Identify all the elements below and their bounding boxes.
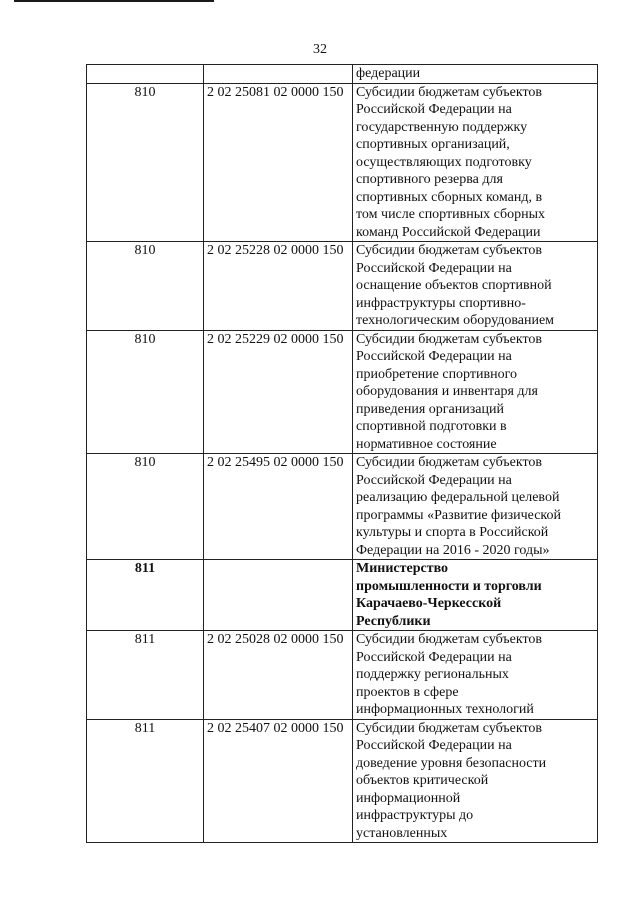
page-number: 32 <box>313 42 327 57</box>
budget-code-cell: 2 02 25229 02 0000 150 <box>204 330 353 454</box>
budget-code-cell: 2 02 25228 02 0000 150 <box>204 242 353 331</box>
budget-table <box>86 64 598 843</box>
income-name-line: Субсидии бюджетам субъектов <box>356 632 543 647</box>
scan-edge-line <box>14 0 214 2</box>
income-name-line: Республики <box>356 613 431 629</box>
income-name-line: Российской Федерации на <box>356 649 512 665</box>
income-name-line: осуществляющих подготовку <box>356 154 532 170</box>
income-name-line: спортивной подготовки в <box>356 419 507 434</box>
income-name-line: команд Российской Федерации <box>356 224 541 240</box>
income-name-line: Российской Федерации на <box>356 260 512 276</box>
income-name-line: установленных <box>356 825 448 841</box>
income-name-line: доведение уровня безопасности <box>356 755 547 771</box>
admin-code-cell: 810 <box>87 242 204 331</box>
table-row <box>87 454 598 560</box>
income-name-line: спортивных организаций, <box>356 137 510 152</box>
income-name-cell <box>353 83 598 242</box>
budget-code-cell: 2 02 25081 02 0000 150 <box>204 83 353 242</box>
income-name-line: программы «Развитие физической <box>356 507 562 523</box>
income-name-line: спортивного резерва для <box>356 172 503 187</box>
table-row <box>87 719 598 843</box>
income-name-line: Субсидии бюджетам субъектов <box>356 84 543 100</box>
income-name-line: оснащение объектов спортивной <box>356 278 552 293</box>
income-name-cell <box>353 560 598 631</box>
income-name-cell <box>353 65 598 84</box>
income-name-line: культуры и спорта в Российской <box>356 525 549 540</box>
income-name-line: Российской Федерации на <box>356 472 512 488</box>
income-name-line: промышленности и торговли <box>356 578 542 594</box>
income-name-line: информационных технологий <box>356 702 534 717</box>
income-name-cell <box>353 719 598 843</box>
table-row <box>87 330 598 454</box>
table-row <box>87 560 598 631</box>
income-name-line: Карачаево-Черкесской <box>356 596 502 611</box>
admin-code-cell: 810 <box>87 83 204 242</box>
budget-code-cell: 2 02 25407 02 0000 150 <box>204 719 353 843</box>
budget-code-cell: 2 02 25495 02 0000 150 <box>204 454 353 560</box>
income-name-cell <box>353 242 598 331</box>
income-name-line: спортивных сборных команд, в <box>356 189 543 205</box>
income-name-line: приобретение спортивного <box>356 366 517 382</box>
income-name-line: Субсидии бюджетам субъектов <box>356 455 543 470</box>
income-name-line: инфраструктуры до <box>356 808 474 823</box>
income-name-line: Министерство <box>356 561 449 576</box>
income-name-line: федерации <box>356 66 421 81</box>
income-name-line: приведения организаций <box>356 401 504 417</box>
table-row <box>87 65 598 84</box>
income-name-line: инфраструктуры спортивно- <box>356 295 526 311</box>
admin-code-cell: 811 <box>87 631 204 720</box>
income-name-line: государственную поддержку <box>356 119 528 135</box>
income-name-cell <box>353 454 598 560</box>
admin-code-cell: 811 <box>87 560 204 631</box>
income-name-line: поддержку региональных <box>356 667 509 682</box>
admin-code-cell: 810 <box>87 330 204 454</box>
income-name-line: проектов в сфере <box>356 684 459 700</box>
income-name-cell <box>353 631 598 720</box>
budget-code-cell: 2 02 25028 02 0000 150 <box>204 631 353 720</box>
table-row <box>87 242 598 331</box>
income-name-line: Федерации на 2016 - 2020 годы» <box>356 542 550 558</box>
budget-code-cell <box>204 65 353 84</box>
table-row <box>87 83 598 242</box>
income-name-line: том числе спортивных сборных <box>356 207 546 222</box>
budget-code-cell <box>204 560 353 631</box>
income-name-line: информационной <box>356 790 461 806</box>
income-name-line: Российской Федерации на <box>356 349 512 364</box>
admin-code-cell <box>87 65 204 84</box>
income-name-line: Российской Федерации на <box>356 738 512 753</box>
income-name-line: Российской Федерации на <box>356 102 512 117</box>
income-name-line: реализацию федеральной целевой <box>356 490 560 505</box>
admin-code-cell: 810 <box>87 454 204 560</box>
income-name-line: Субсидии бюджетам субъектов <box>356 243 543 258</box>
income-name-line: Субсидии бюджетам субъектов <box>356 720 543 736</box>
admin-code-cell: 811 <box>87 719 204 843</box>
income-name-line: технологическим оборудованием <box>356 313 555 328</box>
table-row <box>87 631 598 720</box>
income-name-line: оборудования и инвентаря для <box>356 384 538 399</box>
income-name-cell <box>353 330 598 454</box>
income-name-line: Субсидии бюджетам субъектов <box>356 331 543 347</box>
income-name-line: нормативное состояние <box>356 436 497 452</box>
income-name-line: объектов критической <box>356 773 489 788</box>
